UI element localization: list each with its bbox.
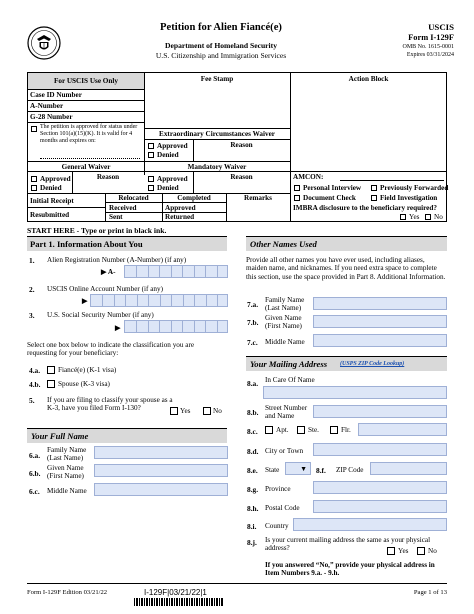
other-given-name-input[interactable] [313, 315, 447, 328]
given-name-label: Given Name (First Name) [47, 464, 84, 481]
imbra-no-label: No [434, 213, 443, 221]
care-of-label: In Care Of Name [265, 376, 315, 384]
ecw-title: Extraordinary Circumstances Waiver [159, 130, 275, 138]
previously-forwarded-label: Previously Forwarded [380, 184, 449, 192]
item-2-number: 2. [29, 285, 35, 294]
personal-interview-checkbox[interactable] [294, 185, 300, 191]
same-address-no-checkbox[interactable] [417, 547, 425, 555]
barcode [134, 598, 224, 606]
other-names-intro: Provide all other names you have ever used, including aliases, maiden name, and nicknames. If you need extra space to complete this section, use the space provided in Part 8. Additional Information. [246, 256, 446, 281]
resubmitted-label: Resubmitted [30, 211, 70, 219]
item-8d-number: 8.d. [247, 447, 259, 456]
given-name-input[interactable] [94, 464, 228, 477]
flr-checkbox[interactable] [330, 426, 338, 434]
family-name-input[interactable] [94, 446, 228, 459]
street-input[interactable] [313, 405, 447, 418]
item-8a-number: 8.a. [247, 379, 259, 388]
classification-instructions: Select one box below to indicate the classification you are requesting for your beneficiary: [27, 341, 195, 358]
item-4b-number: 4.b. [29, 380, 41, 389]
other-family-name-input[interactable] [313, 297, 447, 310]
received-label: Received [109, 204, 137, 212]
document-check-checkbox[interactable] [294, 195, 300, 201]
apt-label: Apt. [276, 426, 289, 434]
province-input[interactable] [313, 481, 447, 494]
k1-visa-label: Fiancé(e) (K-1 visa) [58, 366, 117, 374]
office-use-title: For USCIS Use Only [54, 77, 118, 85]
part1-title: Part 1. Information About You [30, 239, 143, 249]
unit-number-input[interactable] [358, 423, 447, 436]
g28-label: G-28 Number [30, 113, 73, 121]
item-6a-number: 6.a. [29, 451, 41, 460]
imbra-no-checkbox[interactable] [425, 214, 431, 220]
ste-checkbox[interactable] [297, 426, 305, 434]
personal-interview-label: Personal Interview [303, 184, 362, 192]
item-8b-number: 8.b. [247, 408, 259, 417]
approved-note: The petition is approved for status under Section 101(a)(15)(K). It is valid for 4 months and expires on: [40, 124, 138, 145]
postal-code-input[interactable] [313, 500, 447, 513]
expiration-date: Expires 03/31/2024 [406, 52, 454, 58]
start-here-text: START HERE - Type or print in black ink. [27, 226, 167, 235]
other-names-header [246, 236, 447, 251]
omb-number: OMB No. 1615-0001 [402, 44, 454, 50]
form-id: Form I-129F [408, 33, 454, 42]
imbra-yes-label: Yes [409, 213, 420, 221]
field-investigation-label: Field Investigation [380, 194, 438, 202]
ecw-approved-checkbox[interactable] [148, 143, 154, 149]
field-investigation-checkbox[interactable] [371, 195, 377, 201]
other-names-title: Other Names Used [250, 239, 317, 249]
relocated-label: Relocated [118, 194, 149, 202]
case-id-label: Case ID Number [30, 91, 82, 99]
ssn-question: U.S. Social Security Number (if any) [47, 311, 154, 319]
amcon-label: AMCON: [293, 173, 324, 181]
flr-label: Flr. [341, 426, 351, 434]
ecw-denied-label: Denied [157, 151, 179, 159]
same-address-question: Is your current mailing address the same as your physical address? [265, 536, 431, 553]
i130-no-checkbox[interactable] [203, 407, 211, 415]
item-6c-number: 6.c. [29, 487, 40, 496]
fee-stamp-label: Fee Stamp [200, 75, 234, 83]
gw-approved-checkbox[interactable] [31, 176, 37, 182]
ste-label: Ste. [308, 426, 319, 434]
same-address-yes-checkbox[interactable] [387, 547, 395, 555]
k1-visa-checkbox[interactable] [47, 366, 55, 374]
initial-receipt-label: Initial Receipt [30, 197, 74, 205]
mw-approved-label: Approved [157, 175, 188, 183]
middle-name-label: Middle Name [47, 487, 87, 495]
ssn-input[interactable] [124, 320, 228, 333]
item-6b-number: 6.b. [29, 469, 41, 478]
item-5-number: 5. [29, 396, 35, 405]
item-7b-number: 7.b. [247, 318, 259, 327]
city-input[interactable] [313, 443, 447, 456]
mailing-address-title: Your Mailing Address [250, 359, 328, 369]
zip-label: ZIP Code [336, 466, 364, 474]
i130-no-label: No [213, 407, 222, 415]
i130-question: If you are filing to classify your spouse as a K-3, have you filed Form I-130? [47, 396, 173, 413]
part1-header [27, 236, 227, 251]
full-name-title: Your Full Name [31, 431, 89, 441]
item-7c-number: 7.c. [247, 338, 258, 347]
ssn-arrow: ▶ [115, 324, 121, 332]
state-select[interactable] [285, 462, 311, 475]
middle-name-input[interactable] [94, 483, 228, 496]
country-label: Country [265, 522, 289, 530]
item-8e-number: 8.e. [247, 466, 258, 475]
same-address-yes-label: Yes [398, 547, 409, 555]
i130-yes-checkbox[interactable] [170, 407, 178, 415]
form-edition: Form I-129F Edition 03/21/22 [27, 589, 108, 596]
item-8h-number: 8.h. [247, 504, 259, 513]
k3-visa-checkbox[interactable] [47, 380, 55, 388]
item-8f-number: 8.f. [316, 466, 326, 475]
imbra-yes-checkbox[interactable] [400, 214, 406, 220]
imbra-question: IMBRA disclosure to the beneficiary required? [293, 204, 437, 212]
gw-approved-label: Approved [40, 175, 71, 183]
other-given-name-label: Given Name (First Name) [265, 314, 302, 331]
item-3-number: 3. [29, 311, 35, 320]
remarks-label: Remarks [244, 194, 272, 202]
mw-denied-label: Denied [157, 184, 179, 192]
dhs-seal-logo [27, 26, 61, 60]
item-8j-number: 8.j. [247, 538, 257, 547]
online-account-question: USCIS Online Account Number (if any) [47, 285, 163, 293]
department-name: Department of Homeland Security [165, 41, 277, 50]
same-address-no-label: No [428, 547, 437, 555]
completed-label: Completed [177, 194, 211, 202]
zip-lookup-link[interactable]: (USPS ZIP Code Lookup) [340, 361, 405, 367]
i130-yes-label: Yes [180, 407, 191, 415]
a-number-label: A-Number [30, 102, 64, 110]
item-1-number: 1. [29, 256, 35, 265]
postal-code-label: Postal Code [265, 504, 300, 512]
online-account-input[interactable] [90, 294, 228, 307]
item-8i-number: 8.i. [247, 522, 257, 531]
k3-visa-label: Spouse (K-3 visa) [58, 380, 110, 388]
approved-petition-checkbox[interactable] [31, 126, 37, 132]
form-title: Petition for Alien Fiancé(e) [160, 22, 282, 33]
mw-reason-label: Reason [230, 173, 253, 181]
apt-checkbox[interactable] [265, 426, 273, 434]
page-number: Page 1 of 13 [413, 589, 447, 596]
uscis-label: USCIS [428, 22, 454, 32]
province-label: Province [265, 485, 291, 493]
city-label: City or Town [265, 447, 304, 455]
other-family-name-label: Family Name (Last Name) [265, 296, 305, 313]
mw-approved-checkbox[interactable] [148, 176, 154, 182]
zip-input[interactable] [370, 462, 447, 475]
previously-forwarded-checkbox[interactable] [371, 185, 377, 191]
gw-denied-label: Denied [40, 184, 62, 192]
ecw-reason-label: Reason [230, 141, 253, 149]
a-number-prefix: ▶ A- [101, 268, 116, 276]
item-4a-number: 4.a. [29, 366, 41, 375]
if-no-instructions: If you answered “No,” provide your physical address in Item Numbers 9.a. - 9.h. [265, 561, 435, 578]
general-waiver-title: General Waiver [61, 163, 111, 171]
sent-label: Sent [109, 213, 123, 221]
item-7a-number: 7.a. [247, 300, 259, 309]
chevron-down-icon: ▼ [300, 465, 307, 473]
document-check-label: Document Check [303, 194, 356, 202]
approved-label-2: Approved [165, 204, 196, 212]
ecw-approved-label: Approved [157, 142, 188, 150]
action-block-label: Action Block [348, 75, 389, 83]
state-label: State [265, 466, 280, 474]
returned-label: Returned [165, 213, 195, 221]
barcode-text: I-129F|03/21/22|1 [144, 588, 207, 597]
street-label: Street Number and Name [265, 404, 308, 421]
country-input[interactable] [293, 518, 447, 531]
gw-denied-checkbox[interactable] [31, 185, 37, 191]
online-account-arrow: ▶ [82, 297, 88, 305]
other-middle-name-label: Middle Name [265, 338, 305, 346]
other-middle-name-input[interactable] [313, 334, 447, 347]
gw-reason-label: Reason [96, 173, 120, 181]
full-name-header [27, 428, 227, 443]
family-name-label: Family Name (Last Name) [47, 446, 87, 463]
item-8g-number: 8.g. [247, 485, 259, 494]
care-of-input[interactable] [263, 386, 447, 399]
a-number-question: Alien Registration Number (A-Number) (if any) [47, 256, 187, 264]
a-number-input[interactable] [124, 265, 228, 278]
ecw-denied-checkbox[interactable] [148, 152, 154, 158]
mandatory-waiver-title: Mandatory Waiver [187, 163, 247, 171]
item-8c-number: 8.c. [247, 427, 258, 436]
agency-name: U.S. Citizenship and Immigration Services [155, 51, 287, 60]
mw-denied-checkbox[interactable] [148, 185, 154, 191]
